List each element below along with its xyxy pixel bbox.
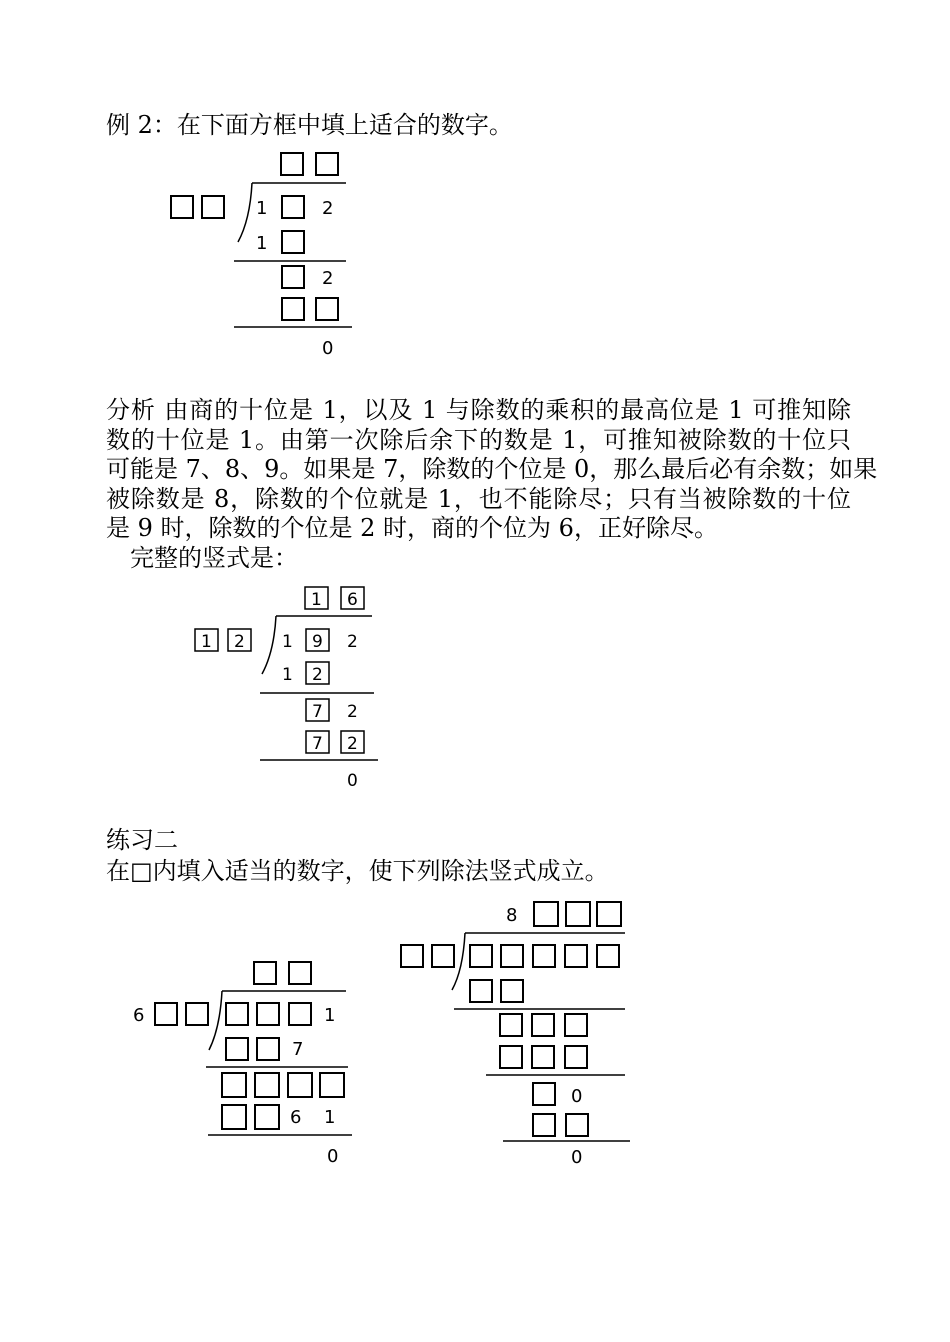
digit: 2 xyxy=(322,198,334,219)
blank-box xyxy=(257,1038,279,1060)
blank-box xyxy=(186,1003,208,1025)
digit: 8 xyxy=(506,905,518,926)
blank-box xyxy=(533,1083,555,1105)
answer-box xyxy=(305,587,328,609)
digit: 0 xyxy=(571,1147,583,1168)
answer-box xyxy=(341,731,364,753)
blank-box xyxy=(401,945,423,967)
blank-box xyxy=(155,1003,177,1025)
digit: 1 xyxy=(282,632,293,652)
analysis-paragraph xyxy=(106,396,878,544)
blank-box xyxy=(255,1105,279,1129)
blank-box xyxy=(288,1073,312,1097)
division-bracket xyxy=(209,991,222,1050)
blank-box xyxy=(532,1046,554,1068)
blank-box xyxy=(565,1046,587,1068)
digit: 0 xyxy=(571,1086,583,1107)
digit: 1 xyxy=(324,1005,336,1026)
answer-box xyxy=(306,629,329,651)
answer-digit: 1 xyxy=(201,632,212,652)
exercise-instruction: 在□内填入适当的数字，使下列除法竖式成立。 xyxy=(106,857,609,885)
blank-box xyxy=(316,153,338,175)
blank-box xyxy=(500,1046,522,1068)
division-bracket xyxy=(452,933,465,990)
answer-digit: 2 xyxy=(234,632,245,652)
blank-box xyxy=(254,962,276,984)
blank-box xyxy=(257,1003,279,1025)
division-bracket xyxy=(262,616,276,674)
blank-box xyxy=(501,980,523,1002)
blank-box xyxy=(226,1003,248,1025)
example-title: 例 2：在下面方框中填上适合的数字。 xyxy=(106,111,513,139)
digit: 1 xyxy=(324,1107,336,1128)
blank-box xyxy=(432,945,454,967)
digit: 2 xyxy=(322,268,334,289)
analysis-line: 是 9 时，除数的个位是 2 时，商的个位为 6，正好除尽。 xyxy=(106,514,718,542)
blank-box xyxy=(289,1003,311,1025)
blank-box xyxy=(532,1014,554,1036)
digit: 0 xyxy=(347,771,358,791)
answer-box xyxy=(306,662,329,684)
answer-digit: 7 xyxy=(312,734,323,754)
blank-box xyxy=(533,945,555,967)
blank-box xyxy=(282,266,304,288)
blank-box xyxy=(282,298,304,320)
blank-box xyxy=(255,1073,279,1097)
blank-box xyxy=(470,980,492,1002)
answer-digit: 6 xyxy=(347,590,358,610)
analysis-line: 可能是 7、8、9。如果是 7，除数的个位是 0，那么最后必有余数；如果 xyxy=(106,455,878,483)
answer-digit: 2 xyxy=(347,734,358,754)
answer-digit: 1 xyxy=(311,590,322,610)
exercise-title: 练习二 xyxy=(106,826,178,854)
blank-box xyxy=(202,196,224,218)
blank-box xyxy=(320,1073,344,1097)
answer-digit: 9 xyxy=(312,632,323,652)
analysis-line: 分析 由商的十位是 1，以及 1 与除数的乘积的最高位是 1 可推知除 xyxy=(106,396,851,424)
digit: 7 xyxy=(292,1039,304,1060)
division-bracket xyxy=(238,183,252,242)
answer-box xyxy=(341,587,364,609)
digit: 1 xyxy=(282,665,293,685)
analysis-line: 数的十位是 1。由第一次除后余下的数是 1，可推知被除数的十位只 xyxy=(106,425,851,454)
digit: 1 xyxy=(256,233,268,254)
blank-box xyxy=(565,1014,587,1036)
blank-box xyxy=(222,1105,246,1129)
blank-box xyxy=(566,902,590,926)
answer-box xyxy=(306,731,329,753)
blank-box xyxy=(282,231,304,253)
digit: 1 xyxy=(256,198,268,219)
blank-box xyxy=(566,1114,588,1136)
digit: 6 xyxy=(133,1005,145,1026)
digit: 2 xyxy=(347,702,358,722)
blank-box xyxy=(316,298,338,320)
blank-box xyxy=(533,1114,555,1136)
blank-box xyxy=(501,945,523,967)
answer-box xyxy=(228,629,251,651)
analysis-line: 被除数是 8，除数的个位就是 1，也不能除尽；只有当被除数的十位 xyxy=(106,484,851,513)
blank-box xyxy=(534,902,558,926)
answer-box xyxy=(195,629,218,651)
answer-box xyxy=(306,699,329,721)
digit: 2 xyxy=(347,632,358,652)
blank-box xyxy=(500,1014,522,1036)
blank-box xyxy=(597,945,619,967)
answer-digit: 2 xyxy=(312,665,323,685)
blank-box xyxy=(565,945,587,967)
blank-box xyxy=(597,902,621,926)
blank-box xyxy=(281,153,303,175)
blank-box xyxy=(289,962,311,984)
digit: 0 xyxy=(322,338,334,359)
blank-box xyxy=(222,1073,246,1097)
digit: 6 xyxy=(290,1107,302,1128)
blank-box xyxy=(470,945,492,967)
complete-label: 完整的竖式是： xyxy=(130,544,298,572)
blank-box xyxy=(171,196,193,218)
answer-digit: 7 xyxy=(312,702,323,722)
blank-box xyxy=(282,196,304,218)
digit: 0 xyxy=(327,1146,339,1167)
blank-box xyxy=(226,1038,248,1060)
